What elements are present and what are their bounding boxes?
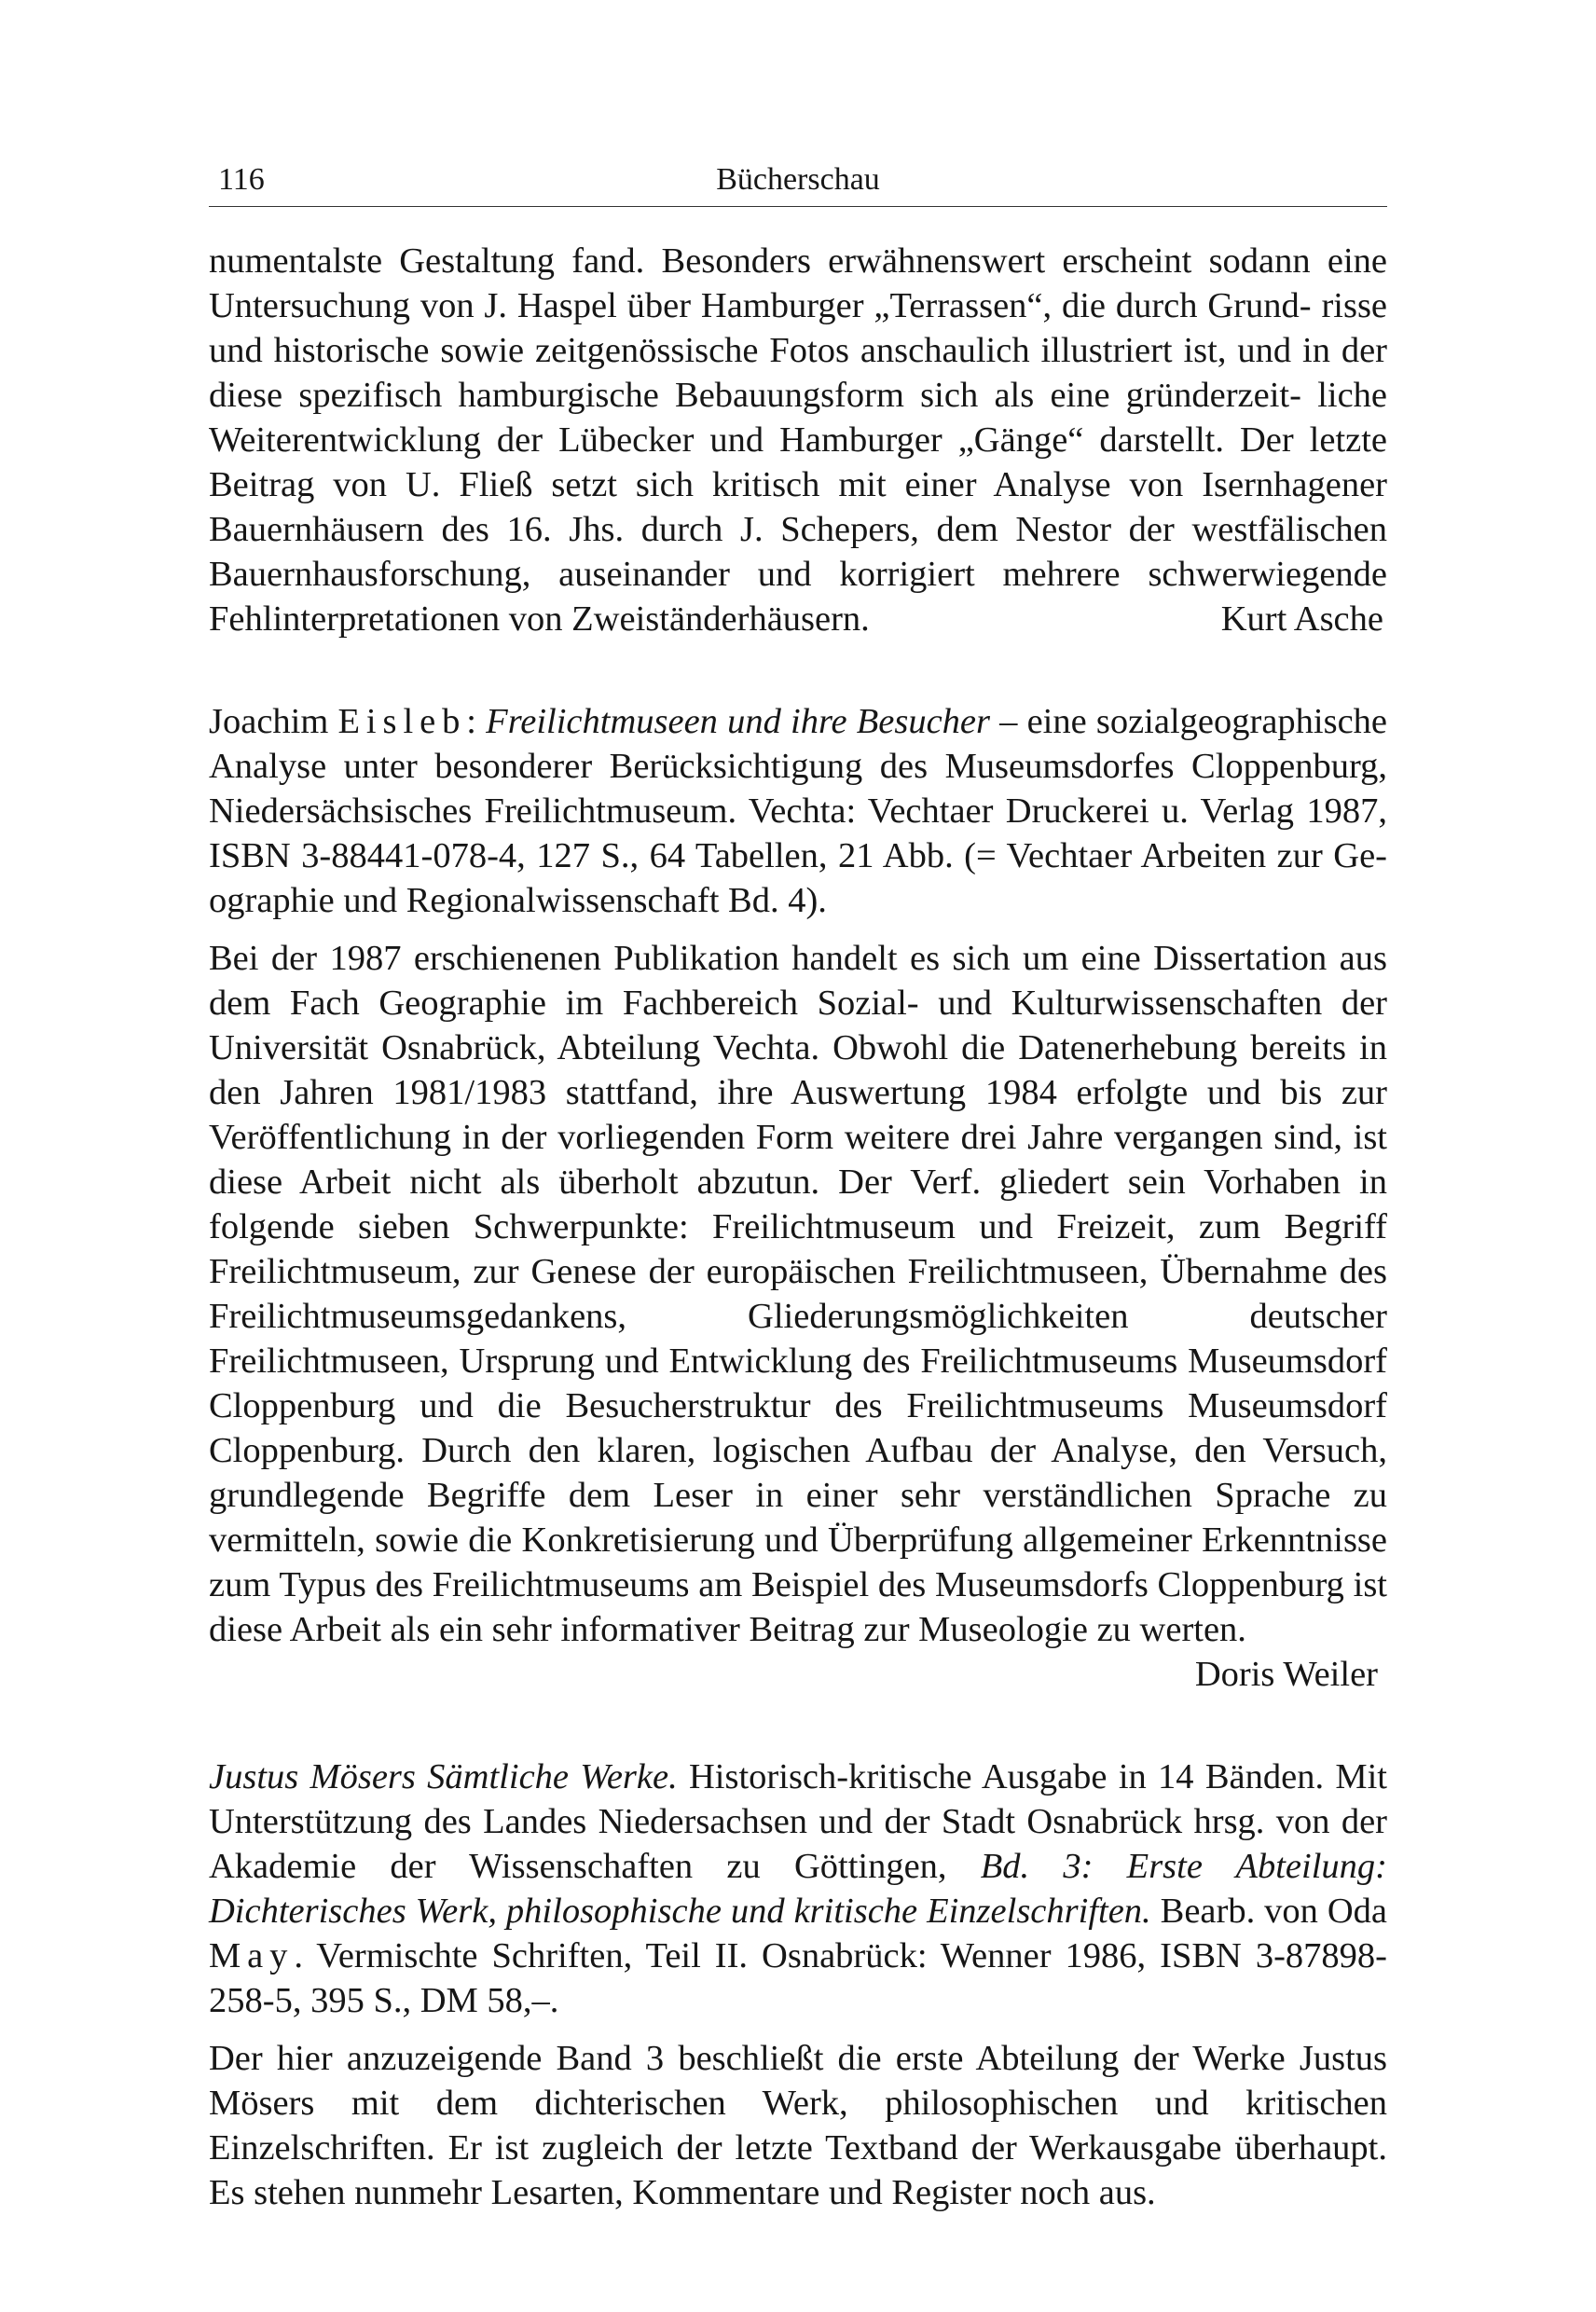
bibliographic-citation	[209, 1755, 1387, 2023]
reviewer-signature: Doris Weiler	[1194, 1655, 1378, 1694]
body-text	[209, 239, 1387, 2215]
citation-text: ISBN 3-88441-078-4, 127 S., 64 Tabellen, 21 Abb. (= Vechtaer Arbeiten zur Ge-	[209, 836, 1387, 875]
bibliographic-citation	[209, 699, 1387, 923]
paragraph-spacer	[209, 2023, 1387, 2036]
paragraph-spacer	[209, 923, 1387, 936]
entry-spacer	[209, 1697, 1387, 1755]
citation-text: – eine sozialgeographische	[990, 702, 1388, 741]
entry-spacer	[209, 641, 1387, 699]
book-title: Justus Mösers Sämtliche Werke.	[209, 1757, 678, 1796]
text-line: Untersuchung von J. Haspel über Hamburger „Terrassen“, die durch Grund-	[209, 286, 1312, 325]
reviewer-signature: Kurt Asche	[1220, 599, 1383, 639]
text-line: in der diese spezifisch hamburgische Bebauungsform sich als eine gründerzeit-	[209, 331, 1388, 415]
text-line: Fehlinterpretationen von Zweiständerhäusern.	[209, 599, 870, 639]
text-line: Bauernhäusern des 16. Jhs. durch J. Schepers, dem Nestor der westfälischen	[209, 510, 1387, 549]
citation-text: Analyse unter besonderer Berücksichtigung des Museumsdorfes Cloppenburg,	[209, 747, 1387, 786]
citation-separator: :	[466, 702, 476, 741]
citation-text: . Vermischte Schriften, Teil II. Osnabrück: Wenner 1986, ISBN 3-87898-258-5, 395 S., DM 58,–.	[209, 1936, 1387, 2020]
review-continuation	[209, 239, 1387, 597]
review-last-line	[209, 597, 1387, 641]
citation-text: Historisch-kritische Ausgabe in 14 Bänden. Mit Unterstützung des Landes Niedersachsen und der Stadt Osnabrück hrsg. von der Akademie der Wissenschaften zu Göttingen,	[209, 1757, 1387, 1886]
citation-text: Niedersächsisches Freilichtmuseum. Vechta: Vechtaer Druckerei u. Verlag 1987,	[209, 791, 1387, 831]
running-title: Bücherschau	[716, 162, 880, 197]
citation-text: Bearb. von Oda	[1150, 1892, 1387, 1931]
book-title: Freilichtmuseen und ihre Besucher	[486, 702, 990, 741]
author-last-name: Eisleb	[337, 702, 467, 741]
text-line: Bauernhausforschung, auseinander und korrigiert mehrere schwerwiegende	[209, 555, 1387, 594]
book-page	[209, 0, 1387, 2312]
author-first-name: Joachim	[209, 702, 329, 741]
volume-title: Bd. 3: Erste Abteilung: Dichterisches Werk, philosophische und kritische Einzelschriften.	[209, 1847, 1387, 1931]
text-line: letzte Beitrag von U. Fließ setzt sich kritisch mit einer Analyse von Isernhagener	[209, 420, 1388, 504]
citation-text: ographie und Regionalwissenschaft Bd. 4).	[209, 881, 827, 920]
header-rule	[209, 206, 1387, 207]
running-head	[209, 158, 1387, 201]
review-body: Der hier anzuzeigende Band 3 beschließt die erste Abteilung der Werke Justus Mösers mit dem dichterischen Werk, philosophischen und kritischen Einzelschriften. Er ist zugleich der letzte Textband der Werkausgabe überhaupt. Es stehen nunmehr Lesarten, Kommentare und Register noch aus.	[209, 2039, 1387, 2212]
editor-last-name: May	[209, 1936, 295, 1975]
review-body: Bei der 1987 erschienenen Publikation handelt es sich um eine Dissertation aus dem Fach Geographie im Fachbereich Sozial- und Kulturwissenschaften der Universität Osnabrück, Abteilung Vechta. Obwohl die Datenerhebung bereits in den Jahren 1981/1983 stattfand, ihre Auswertung 1984 erfolgte und bis zur Veröffentlichung in der vorliegenden Form weitere drei Jahre vergangen sind, ist diese Arbeit nicht als überholt abzutun. Der Verf. gliedert sein Vorhaben in folgende sieben Schwerpunkte: Freilichtmuseum und Freizeit, zum Begriff Freilichtmuseum, zur Genese der europäischen Freilichtmuseen, Übernahme des Freilichtmuseumsgedankens, Gliederungsmöglichkeiten deutscher Freilichtmuseen, Ursprung und Entwicklung des Freilichtmuseums Museumsdorf Cloppenburg und die Besucherstruktur des Freilichtmuseums Museumsdorf Cloppenburg. Durch den klaren, logischen Aufbau der Analyse, den Versuch, grundlegende Begriffe dem Leser in einer sehr verständlichen Sprache zu vermitteln, sowie die Konkretisierung und Überprüfung allgemeiner Erkenntnisse zum Typus des Freilichtmuseums am Beispiel des Museumsdorfs Cloppenburg ist diese Arbeit als ein sehr informativer Beitrag zur Museologie zu werten.	[209, 939, 1387, 1649]
text-line: liche Weiterentwicklung der Lübecker und Hamburger „Gänge“ darstellt. Der	[209, 376, 1388, 460]
page-number: 116	[218, 162, 265, 197]
text-line: numentalste Gestaltung fand. Besonders erwähnenswert erscheint sodann eine	[209, 241, 1387, 281]
text-line: risse und historische sowie zeitgenössische Fotos anschaulich illustriert ist, und	[209, 286, 1388, 370]
